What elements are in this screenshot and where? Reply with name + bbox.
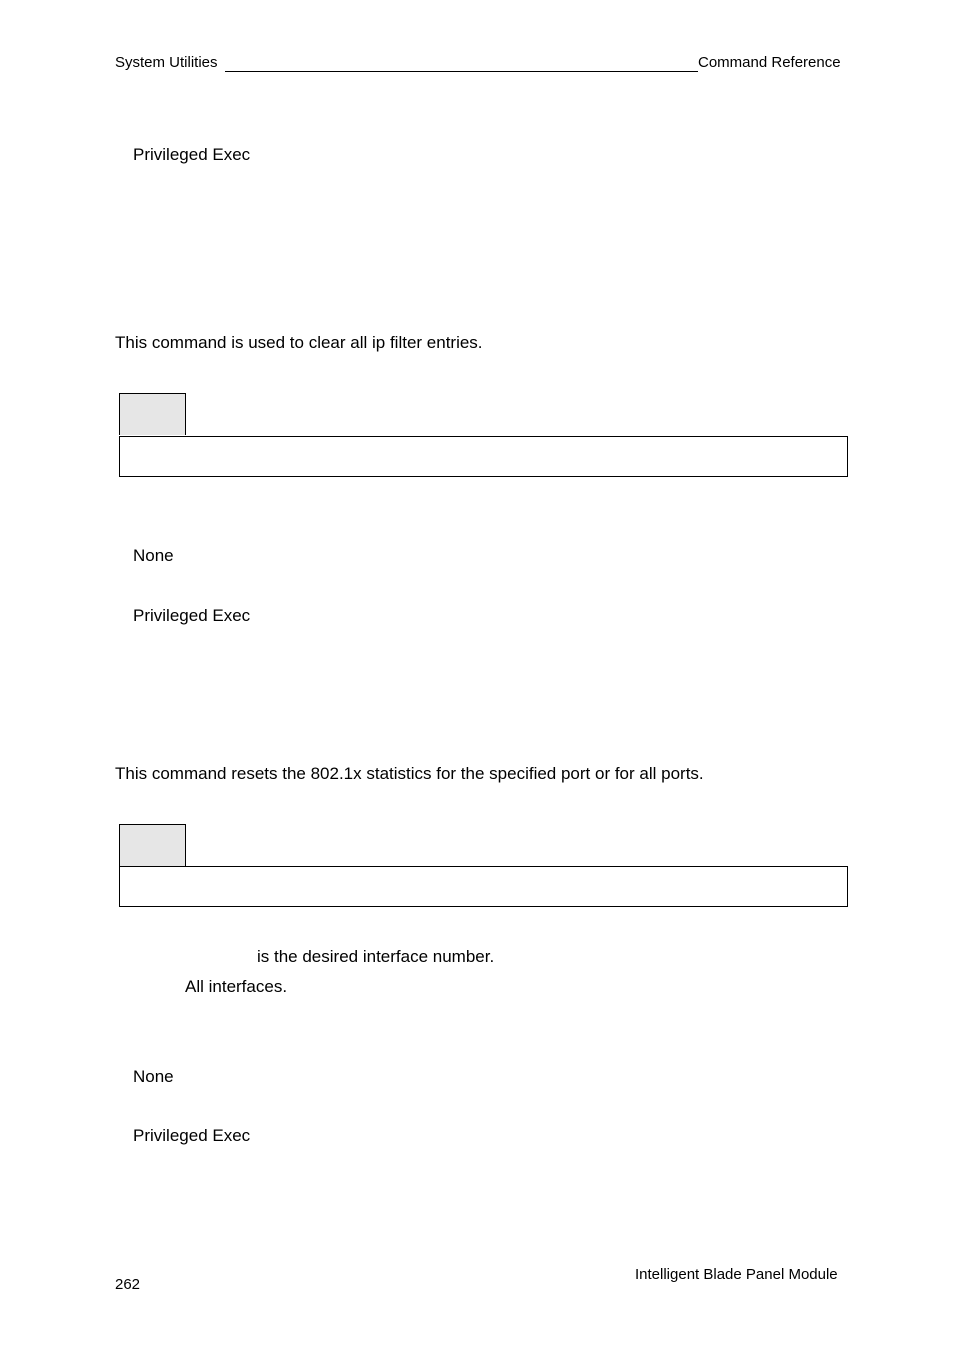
section3-mode: Privileged Exec (133, 1126, 251, 1145)
footer-title: Intelligent Blade Panel Module (635, 1266, 838, 1283)
section2-syntax-tab (119, 393, 186, 435)
header-chapter: System Utilities (115, 54, 218, 71)
section2-description: This command is used to clear all ip filter entries. (115, 333, 483, 352)
section2-default: None (133, 546, 174, 565)
section3-param-description: is the desired interface number. (257, 947, 495, 966)
section3-default: None (133, 1067, 174, 1086)
section3-syntax-tab (119, 824, 186, 866)
section3-syntax-box (119, 866, 848, 907)
footer-page-number: 262 (115, 1276, 141, 1293)
header-section: Command Reference (698, 54, 841, 71)
header-rule (225, 71, 698, 72)
section2-mode: Privileged Exec (133, 606, 251, 625)
section2-syntax-box (119, 436, 848, 477)
section3-all-description: All interfaces. (185, 977, 288, 996)
section1-mode: Privileged Exec (133, 145, 251, 164)
section3-description: This command resets the 802.1x statistics for the specified port or for all ports. (115, 764, 704, 783)
